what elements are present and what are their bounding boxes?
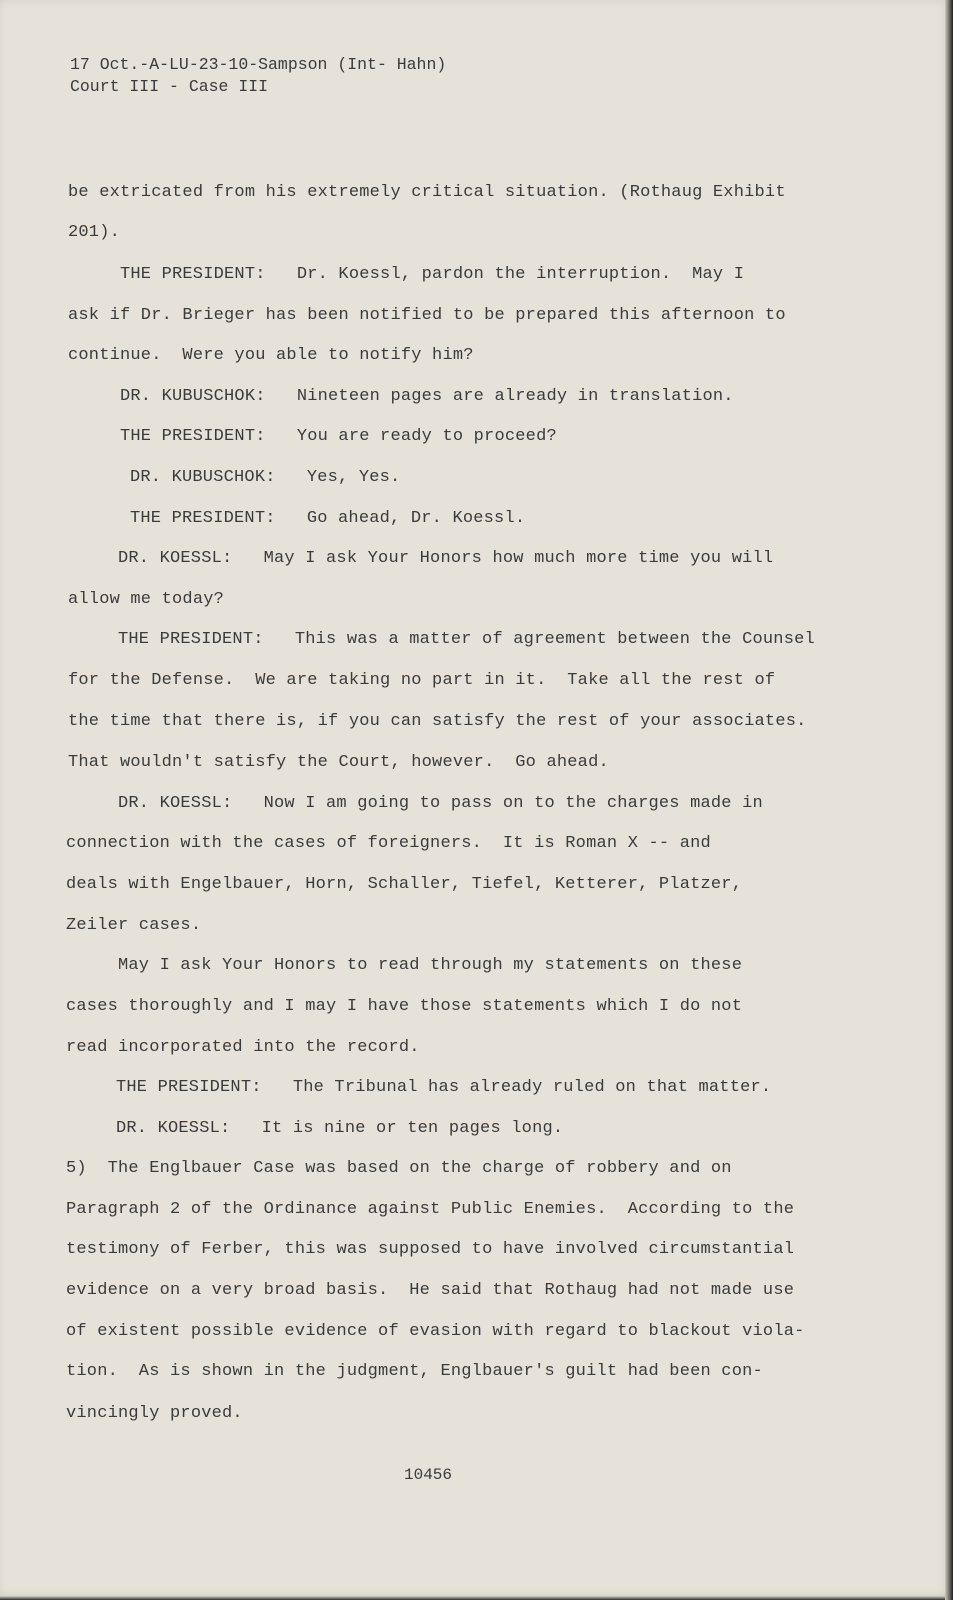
- header-line-2: Court III - Case III: [70, 77, 269, 96]
- document-header: [70, 54, 446, 98]
- body-line: allow me today?: [68, 590, 225, 609]
- body-line: testimony of Ferber, this was supposed to have involved circumstantial: [66, 1240, 795, 1259]
- body-line: THE PRESIDENT: This was a matter of agreement between the Counsel: [118, 630, 815, 649]
- body-line: the time that there is, if you can satisfy the rest of your associates.: [68, 712, 807, 731]
- body-line: THE PRESIDENT: Go ahead, Dr. Koessl.: [130, 509, 526, 528]
- body-line: vincingly proved.: [66, 1404, 243, 1423]
- body-line: That wouldn't satisfy the Court, however. Go ahead.: [68, 753, 609, 772]
- body-line: DR. KOESSL: May I ask Your Honors how much more time you will: [118, 549, 774, 568]
- body-line: THE PRESIDENT: You are ready to proceed?: [120, 427, 557, 446]
- page-number: 10456: [404, 1466, 453, 1484]
- body-line: deals with Engelbauer, Horn, Schaller, Tiefel, Ketterer, Platzer,: [66, 875, 743, 894]
- body-line: connection with the cases of foreigners. It is Roman X -- and: [66, 834, 711, 853]
- body-line: be extricated from his extremely critical situation. (Rothaug Exhibit: [68, 183, 786, 202]
- body-line: May I ask Your Honors to read through my statements on these: [118, 956, 743, 975]
- body-line: DR. KUBUSCHOK: Nineteen pages are already in translation.: [120, 387, 734, 406]
- body-line: 201).: [68, 223, 121, 242]
- body-line: Zeiler cases.: [66, 916, 202, 935]
- body-line: read incorporated into the record.: [66, 1038, 420, 1057]
- header-line-1: 17 Oct.-A-LU-23-10-Sampson (Int- Hahn): [70, 55, 447, 74]
- body-line: Paragraph 2 of the Ordinance against Public Enemies. According to the: [66, 1200, 795, 1219]
- body-line: of existent possible evidence of evasion with regard to blackout viola-: [66, 1322, 805, 1341]
- body-line: evidence on a very broad basis. He said that Rothaug had not made use: [66, 1281, 795, 1300]
- body-line: DR. KUBUSCHOK: Yes, Yes.: [130, 468, 401, 487]
- body-line: cases thoroughly and I may I have those statements which I do not: [66, 997, 743, 1016]
- body-line: DR. KOESSL: It is nine or ten pages long.: [116, 1119, 564, 1138]
- body-line: ask if Dr. Brieger has been notified to be prepared this afternoon to: [68, 306, 786, 325]
- body-line: THE PRESIDENT: The Tribunal has already ruled on that matter.: [116, 1078, 772, 1097]
- body-line: 5) The Englbauer Case was based on the charge of robbery and on: [66, 1159, 732, 1178]
- body-line: continue. Were you able to notify him?: [68, 346, 474, 365]
- body-line: for the Defense. We are taking no part in it. Take all the rest of: [68, 671, 776, 690]
- body-line: THE PRESIDENT: Dr. Koessl, pardon the interruption. May I: [120, 265, 745, 284]
- body-line: DR. KOESSL: Now I am going to pass on to the charges made in: [118, 794, 763, 813]
- body-line: tion. As is shown in the judgment, Englbauer's guilt had been con-: [66, 1362, 763, 1381]
